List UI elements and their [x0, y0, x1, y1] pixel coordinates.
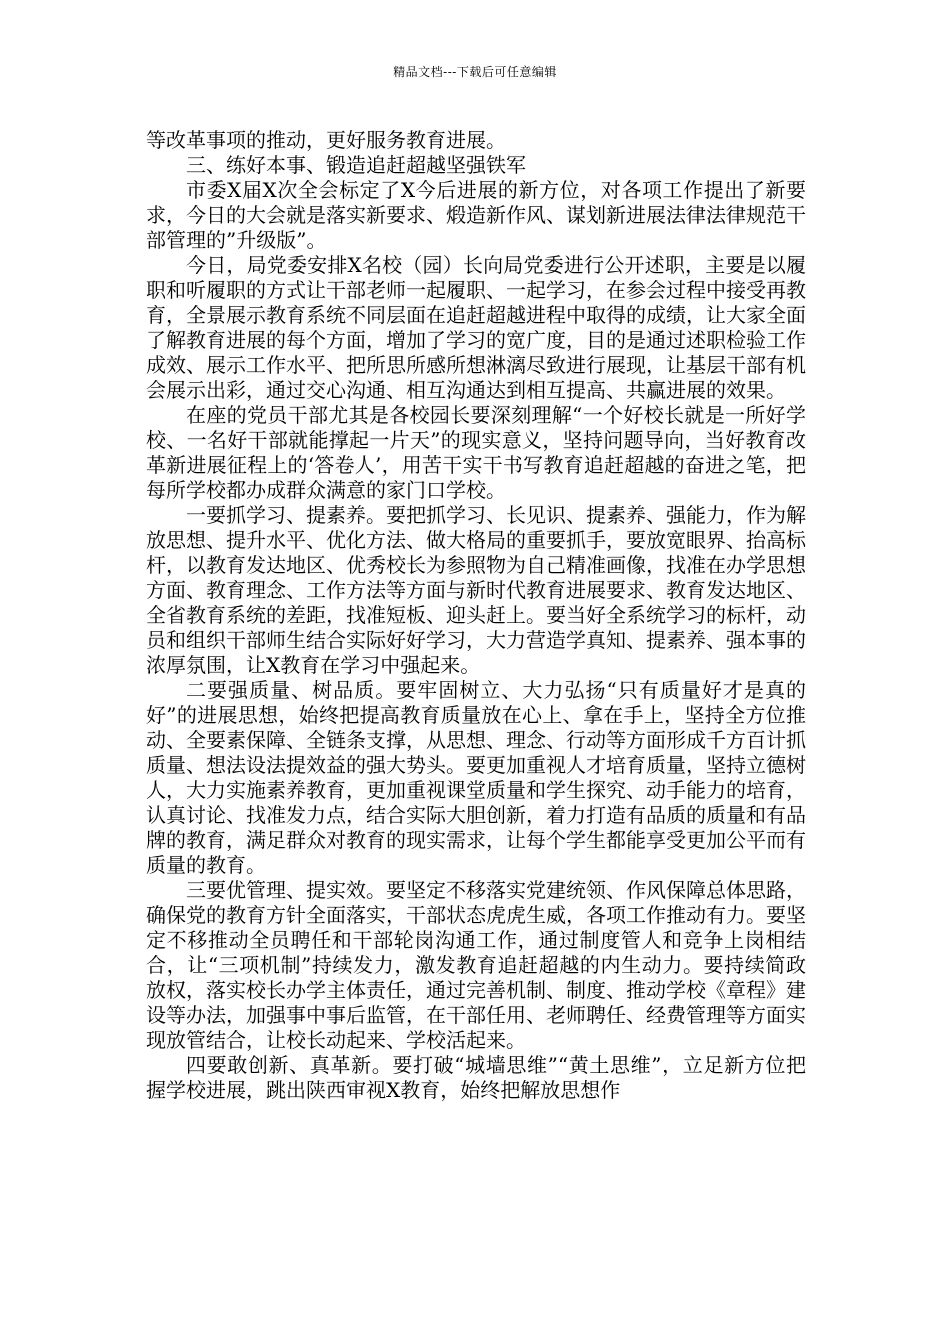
document-body: [146, 128, 806, 1103]
paragraph-continuation: 等改革事项的推动，更好服务教育进展。: [146, 128, 506, 152]
section-heading: 三、练好本事、锻造追赶超越坚强铁军: [186, 153, 526, 177]
paragraph: 在座的党员干部尤其是各校园长要深刻理解“一个好校长就是一所好学校、一名好干部就能撑起一片天”的现实意义，坚持问题导向，当好教育改革新进展征程上的‘答卷人’，用苦干实干书写教育追赶超越的奋进之笔，把每所学校都办成群众满意的家门口学校。: [146, 403, 806, 502]
paragraph: 四要敢创新、真革新。要打破“城墙思维”“黄土思维”，立足新方位把握学校进展，跳出陕西审视X教育，始终把解放思想作: [146, 1053, 806, 1102]
paragraph: 二要强质量、树品质。要牢固树立、大力弘扬“只有质量好才是真的好”的进展思想，始终把提高教育质量放在心上、拿在手上，坚持全方位推动、全要素保障、全链条支撑，从思想、理念、行动等方面形成千方百计抓质量、想法设法提效益的强大势头。要更加重视人才培育质量，坚持立德树人，大力实施素养教育，更加重视课堂质量和学生探究、动手能力的培育，认真讨论、找准发力点，结合实际大胆创新，着力打造有品质的质量和有品牌的教育，满足群众对教育的现实需求，让每个学生都能享受更加公平而有质量的教育。: [146, 678, 806, 877]
page-header: 精品文档---下载后可任意编辑: [393, 65, 557, 79]
paragraph: 三要优管理、提实效。要坚定不移落实党建统领、作风保障总体思路，确保党的教育方针全面落实，干部状态虎虎生威，各项工作推动有力。要坚定不移推动全员聘任和干部轮岗沟通工作，通过制度管人和竞争上岗相结合，让“三项机制”持续发力，激发教育追赶超越的内生动力。要持续简政放权，落实校长办学主体责任，通过完善机制、制度、推动学校《章程》建设等办法，加强事中事后监管，在干部任用、老师聘任、经费管理等方面实现放管结合，让校长动起来、学校活起来。: [146, 878, 806, 1052]
paragraph: 今日，局党委安排X名校（园）长向局党委进行公开述职，主要是以履职和听履职的方式让干部老师一起履职、一起学习，在参会过程中接受再教育，全景展示教育系统不同层面在追赶超越进程中取得的成绩，让大家全面了解教育进展的每个方面，增加了学习的宽广度，目的是通过述职检验工作成效、展示工作水平、把所思所感所想淋漓尽致进行展现，让基层干部有机会展示出彩，通过交心沟通、相互沟通达到相互提高、共赢进展的效果。: [146, 253, 806, 402]
paragraph: 市委X届X次全会标定了X今后进展的新方位，对各项工作提出了新要求，今日的大会就是落实新要求、煅造新作风、谋划新进展法律法律规范干部管理的”升级版”。: [146, 178, 806, 252]
paragraph: 一要抓学习、提素养。要把抓学习、长见识、提素养、强能力，作为解放思想、提升水平、优化方法、做大格局的重要抓手，要放宽眼界、抬高标杆，以教育发达地区、优秀校长为参照物为自己精准画像，找准在办学思想方面、教育理念、工作方法等方面与新时代教育进展要求、教育发达地区、全省教育系统的差距，找准短板、迎头赶上。要当好全系统学习的标杆，动员和组织干部师生结合实际好好学习，大力营造学真知、提素养、强本事的浓厚氛围，让X教育在学习中强起来。: [146, 503, 806, 677]
